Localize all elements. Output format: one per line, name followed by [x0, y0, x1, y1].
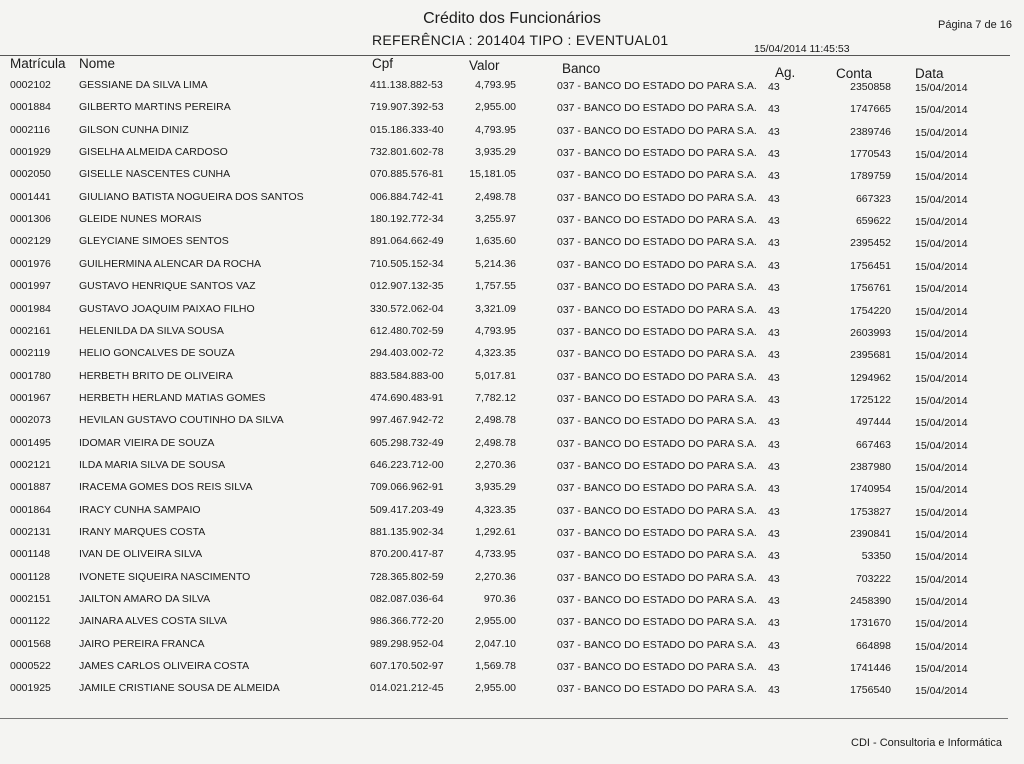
cell-banco: 037 - BANCO DO ESTADO DO PARA S.A.: [557, 191, 757, 204]
table-row: [0, 615, 1024, 633]
cell-ag: 43: [768, 438, 780, 451]
cell-nome: IRACY CUNHA SAMPAIO: [79, 503, 201, 516]
cell-matricula: 0001441: [10, 190, 51, 203]
cell-nome: HELIO GONCALVES DE SOUZA: [79, 347, 235, 360]
column-header-conta: Conta: [836, 66, 873, 81]
cell-data: 15/04/2014: [915, 238, 968, 251]
cell-matricula: 0002161: [10, 324, 51, 337]
cell-banco: 037 - BANCO DO ESTADO DO PARA S.A.: [557, 437, 757, 450]
cell-banco: 037 - BANCO DO ESTADO DO PARA S.A.: [557, 571, 757, 584]
cell-ag: 43: [768, 505, 780, 518]
cell-nome: HERBETH HERLAND MATIAS GOMES: [79, 391, 266, 404]
cell-nome: HELENILDA DA SILVA SOUSA: [79, 324, 224, 337]
column-header-ag: Ag.: [775, 65, 796, 80]
cell-ag: 43: [768, 371, 780, 384]
cell-cpf: 719.907.392-53: [370, 101, 444, 114]
cell-conta: 2350858: [850, 81, 891, 93]
cell-nome: GUSTAVO JOAQUIM PAIXAO FILHO: [79, 302, 255, 315]
cell-banco: 037 - BANCO DO ESTADO DO PARA S.A.: [557, 504, 757, 517]
cell-banco: 037 - BANCO DO ESTADO DO PARA S.A.: [557, 303, 757, 316]
cell-valor: 1,757.55: [475, 280, 516, 293]
cell-cpf: 607.170.502-97: [370, 660, 444, 673]
cell-valor: 4,323.35: [475, 503, 516, 516]
table-row: [0, 593, 1024, 611]
cell-valor: 1,635.60: [475, 235, 516, 248]
cell-valor: 2,955.00: [475, 615, 516, 628]
cell-cpf: 709.066.962-91: [370, 481, 444, 494]
cell-ag: 43: [768, 125, 780, 138]
cell-data: 15/04/2014: [915, 216, 968, 229]
table-row: [0, 280, 1024, 298]
cell-conta: 1731670: [850, 617, 891, 630]
cell-banco: 037 - BANCO DO ESTADO DO PARA S.A.: [557, 459, 757, 472]
cell-conta: 1770543: [850, 148, 891, 161]
cell-data: 15/04/2014: [915, 529, 968, 541]
table-row: [0, 347, 1024, 365]
table-row: [0, 571, 1024, 589]
cell-matricula: 0001306: [10, 213, 51, 226]
cell-nome: JAILTON AMARO DA SILVA: [79, 593, 211, 606]
table-row: [0, 392, 1024, 410]
cell-valor: 2,498.78: [475, 190, 516, 203]
cell-conta: 2395452: [850, 237, 891, 250]
cell-valor: 4,323.35: [475, 347, 516, 360]
cell-conta: 2387980: [850, 460, 891, 473]
cell-matricula: 0002129: [10, 235, 51, 248]
cell-matricula: 0002131: [10, 526, 51, 538]
cell-valor: 2,498.78: [475, 414, 516, 427]
column-header-data: Data: [915, 66, 944, 81]
cell-nome: GILSON CUNHA DINIZ: [79, 123, 189, 136]
cell-valor: 4,793.95: [475, 123, 516, 136]
table-row: [0, 682, 1024, 700]
cell-cpf: 891.064.662-49: [370, 235, 444, 248]
cell-data: 15/04/2014: [915, 193, 968, 206]
cell-conta: 53350: [861, 550, 891, 563]
cell-data: 15/04/2014: [915, 573, 968, 586]
cell-banco: 037 - BANCO DO ESTADO DO PARA S.A.: [557, 549, 757, 562]
cell-data: 15/04/2014: [915, 439, 968, 452]
cell-matricula: 0002121: [10, 458, 51, 471]
cell-data: 15/04/2014: [915, 104, 968, 117]
cell-ag: 43: [768, 416, 780, 429]
cell-ag: 43: [768, 349, 780, 362]
cell-conta: 664898: [855, 639, 891, 652]
cell-matricula: 0001122: [10, 615, 51, 628]
report-title: Crédito dos Funcionários: [423, 10, 601, 27]
table-row: [0, 191, 1024, 209]
table-row: [0, 638, 1024, 656]
cell-banco: 037 - BANCO DO ESTADO DO PARA S.A.: [557, 80, 757, 92]
cell-cpf: 330.572.062-04: [370, 302, 444, 315]
cell-nome: IRACEMA GOMES DOS REIS SILVA: [79, 481, 253, 494]
cell-data: 15/04/2014: [915, 260, 968, 273]
cell-banco: 037 - BANCO DO ESTADO DO PARA S.A.: [557, 214, 757, 227]
table-row: [0, 146, 1024, 164]
cell-nome: JAIRO PEREIRA FRANCA: [79, 637, 205, 650]
cell-data: 15/04/2014: [915, 372, 968, 385]
column-header-valor: Valor: [469, 58, 500, 73]
cell-cpf: 294.403.002-72: [370, 347, 444, 360]
cell-cpf: 180.192.772-34: [370, 213, 444, 226]
footer-divider: [0, 718, 1008, 719]
cell-cpf: 883.584.883-00: [370, 369, 444, 382]
cell-cpf: 997.467.942-72: [370, 414, 444, 427]
cell-matricula: 0000522: [10, 660, 51, 673]
table-row: [0, 303, 1024, 321]
cell-nome: JAMES CARLOS OLIVEIRA COSTA: [79, 660, 250, 673]
cell-ag: 43: [768, 148, 780, 161]
table-row: [0, 79, 1024, 97]
print-timestamp: 15/04/2014 11:45:53: [754, 43, 850, 55]
cell-conta: 667463: [855, 438, 891, 451]
cell-valor: 4,793.95: [475, 79, 516, 91]
cell-banco: 037 - BANCO DO ESTADO DO PARA S.A.: [557, 147, 757, 160]
cell-matricula: 0001925: [10, 682, 51, 695]
cell-cpf: 015.186.333-40: [370, 123, 444, 136]
cell-conta: 1789759: [850, 170, 891, 183]
cell-conta: 2395681: [850, 349, 891, 362]
cell-banco: 037 - BANCO DO ESTADO DO PARA S.A.: [557, 415, 757, 428]
table-row: [0, 325, 1024, 343]
table-row: [0, 124, 1024, 142]
table-row: [0, 370, 1024, 388]
cell-valor: 5,214.36: [475, 257, 516, 270]
cell-cpf: 646.223.712-00: [370, 458, 444, 471]
cell-valor: 2,955.00: [475, 101, 516, 114]
cell-nome: IDOMAR VIEIRA DE SOUZA: [79, 436, 215, 449]
cell-banco: 037 - BANCO DO ESTADO DO PARA S.A.: [557, 527, 757, 539]
cell-banco: 037 - BANCO DO ESTADO DO PARA S.A.: [557, 236, 757, 249]
cell-valor: 2,270.36: [475, 458, 516, 471]
cell-matricula: 0002119: [10, 347, 51, 360]
cell-conta: 1294962: [850, 371, 891, 384]
cell-nome: GESSIANE DA SILVA LIMA: [79, 79, 208, 91]
cell-banco: 037 - BANCO DO ESTADO DO PARA S.A.: [557, 616, 757, 629]
cell-ag: 43: [768, 170, 780, 183]
cell-banco: 037 - BANCO DO ESTADO DO PARA S.A.: [557, 124, 757, 137]
cell-ag: 43: [768, 460, 780, 473]
cell-valor: 3,321.09: [475, 302, 516, 315]
cell-data: 15/04/2014: [915, 551, 968, 564]
cell-conta: 2603993: [850, 326, 891, 339]
cell-banco: 037 - BANCO DO ESTADO DO PARA S.A.: [557, 102, 757, 115]
cell-cpf: 710.505.152-34: [370, 257, 444, 270]
cell-conta: 1725122: [850, 393, 891, 406]
cell-data: 15/04/2014: [915, 149, 968, 162]
table-row: [0, 235, 1024, 253]
cell-data: 15/04/2014: [915, 171, 968, 184]
cell-cpf: 870.200.417-87: [370, 548, 444, 561]
cell-matricula: 0002151: [10, 593, 51, 606]
cell-banco: 037 - BANCO DO ESTADO DO PARA S.A.: [557, 325, 757, 338]
cell-banco: 037 - BANCO DO ESTADO DO PARA S.A.: [557, 683, 757, 696]
cell-valor: 2,270.36: [475, 570, 516, 583]
cell-data: 15/04/2014: [915, 596, 968, 609]
cell-nome: GLEIDE NUNES MORAIS: [79, 213, 202, 226]
cell-conta: 1754220: [850, 304, 891, 317]
table-row: [0, 660, 1024, 678]
cell-nome: IVAN DE OLIVEIRA SILVA: [79, 548, 203, 561]
cell-conta: 1753827: [850, 505, 891, 518]
cell-matricula: 0001884: [10, 101, 51, 114]
cell-valor: 2,955.00: [475, 682, 516, 695]
cell-ag: 43: [768, 639, 780, 652]
cell-ag: 43: [768, 103, 780, 116]
cell-banco: 037 - BANCO DO ESTADO DO PARA S.A.: [557, 348, 757, 361]
cell-matricula: 0001780: [10, 369, 51, 382]
cell-cpf: 732.801.602-78: [370, 146, 444, 159]
cell-valor: 15,181.05: [469, 168, 516, 181]
column-header-cpf: Cpf: [372, 56, 394, 71]
cell-cpf: 014.021.212-45: [370, 682, 444, 695]
cell-matricula: 0002050: [10, 168, 51, 181]
cell-matricula: 0001967: [10, 391, 51, 404]
cell-ag: 43: [768, 326, 780, 339]
cell-valor: 2,047.10: [475, 637, 516, 650]
cell-ag: 43: [768, 617, 780, 630]
cell-banco: 037 - BANCO DO ESTADO DO PARA S.A.: [557, 661, 757, 674]
cell-nome: GILBERTO MARTINS PEREIRA: [79, 101, 231, 114]
cell-conta: 2390841: [850, 528, 891, 540]
cell-conta: 1756451: [850, 259, 891, 272]
cell-data: 15/04/2014: [915, 327, 968, 340]
cell-ag: 43: [768, 304, 780, 317]
cell-data: 15/04/2014: [915, 663, 968, 676]
cell-data: 15/04/2014: [915, 283, 968, 296]
cell-ag: 43: [768, 550, 780, 563]
cell-conta: 1747665: [850, 103, 891, 116]
cell-conta: 497444: [855, 416, 891, 429]
cell-nome: HERBETH BRITO DE OLIVEIRA: [79, 369, 233, 382]
table-row: [0, 548, 1024, 566]
cell-conta: 1740954: [850, 483, 891, 496]
cell-cpf: 082.087.036-64: [370, 593, 444, 606]
cell-nome: IVONETE SIQUEIRA NASCIMENTO: [79, 570, 251, 583]
cell-data: 15/04/2014: [915, 417, 968, 430]
cell-data: 15/04/2014: [915, 618, 968, 631]
cell-cpf: 612.480.702-59: [370, 324, 444, 337]
cell-matricula: 0001495: [10, 436, 51, 449]
cell-data: 15/04/2014: [915, 305, 968, 318]
table-row: [0, 526, 1024, 544]
cell-ag: 43: [768, 192, 780, 205]
cell-cpf: 012.907.132-35: [370, 280, 444, 293]
cell-banco: 037 - BANCO DO ESTADO DO PARA S.A.: [557, 392, 757, 405]
cell-banco: 037 - BANCO DO ESTADO DO PARA S.A.: [557, 638, 757, 651]
cell-conta: 2389746: [850, 125, 891, 138]
footer-company: CDI - Consultoria e Informática: [851, 737, 1002, 749]
cell-ag: 43: [768, 684, 780, 697]
cell-cpf: 474.690.483-91: [370, 391, 444, 404]
cell-conta: 703222: [855, 572, 891, 585]
cell-matricula: 0002116: [10, 123, 51, 136]
cell-data: 15/04/2014: [915, 126, 968, 139]
cell-banco: 037 - BANCO DO ESTADO DO PARA S.A.: [557, 281, 757, 294]
table-row: [0, 213, 1024, 231]
cell-valor: 3,255.97: [475, 213, 516, 226]
cell-matricula: 0001984: [10, 302, 51, 315]
cell-cpf: 509.417.203-49: [370, 503, 444, 516]
cell-nome: GUSTAVO HENRIQUE SANTOS VAZ: [79, 280, 256, 293]
cell-matricula: 0001864: [10, 503, 51, 516]
cell-nome: GLEYCIANE SIMOES SENTOS: [79, 235, 229, 248]
column-header-matricula: Matrícula: [10, 56, 66, 71]
cell-matricula: 0001997: [10, 280, 51, 293]
cell-data: 15/04/2014: [915, 82, 968, 94]
cell-conta: 1756540: [850, 684, 891, 697]
column-header-banco: Banco: [562, 61, 601, 76]
cell-conta: 1741446: [850, 662, 891, 675]
cell-ag: 43: [768, 81, 780, 93]
cell-valor: 970.36: [483, 593, 516, 606]
cell-nome: GISELLE NASCENTES CUNHA: [79, 168, 231, 181]
cell-ag: 43: [768, 215, 780, 228]
cell-ag: 43: [768, 393, 780, 406]
table-row: [0, 437, 1024, 455]
cell-ag: 43: [768, 595, 780, 608]
cell-nome: JAMILE CRISTIANE SOUSA DE ALMEIDA: [79, 682, 280, 695]
cell-ag: 43: [768, 282, 780, 295]
cell-data: 15/04/2014: [915, 484, 968, 497]
table-row: [0, 481, 1024, 499]
cell-matricula: 0001148: [10, 548, 51, 561]
cell-ag: 43: [768, 572, 780, 585]
cell-cpf: 881.135.902-34: [370, 526, 444, 538]
table-row: [0, 258, 1024, 276]
report-subtitle: REFERÊNCIA : 201404 TIPO : EVENTUAL01: [372, 32, 669, 48]
cell-nome: GUILHERMINA ALENCAR DA ROCHA: [79, 257, 262, 270]
cell-cpf: 006.884.742-41: [370, 190, 444, 203]
cell-cpf: 605.298.732-49: [370, 436, 444, 449]
cell-data: 15/04/2014: [915, 394, 968, 407]
cell-conta: 1756761: [850, 282, 891, 295]
cell-banco: 037 - BANCO DO ESTADO DO PARA S.A.: [557, 482, 757, 495]
cell-matricula: 0001976: [10, 257, 51, 270]
cell-nome: GIULIANO BATISTA NOGUEIRA DOS SANTOS: [79, 190, 304, 203]
cell-banco: 037 - BANCO DO ESTADO DO PARA S.A.: [557, 258, 757, 271]
cell-nome: JAINARA ALVES COSTA SILVA: [79, 615, 228, 628]
cell-matricula: 0001887: [10, 481, 51, 494]
cell-valor: 7,782.12: [475, 391, 516, 404]
cell-data: 15/04/2014: [915, 640, 968, 653]
table-row: [0, 168, 1024, 186]
cell-matricula: 0002073: [10, 414, 51, 427]
cell-matricula: 0001128: [10, 570, 51, 583]
cell-banco: 037 - BANCO DO ESTADO DO PARA S.A.: [557, 169, 757, 182]
table-row: [0, 459, 1024, 477]
table-row: [0, 414, 1024, 432]
cell-valor: 4,793.95: [475, 324, 516, 337]
cell-nome: IRANY MARQUES COSTA: [79, 526, 206, 538]
cell-ag: 43: [768, 259, 780, 272]
cell-nome: HEVILAN GUSTAVO COUTINHO DA SILVA: [79, 414, 284, 427]
cell-conta: 2458390: [850, 595, 891, 608]
cell-ag: 43: [768, 662, 780, 675]
cell-ag: 43: [768, 483, 780, 496]
cell-banco: 037 - BANCO DO ESTADO DO PARA S.A.: [557, 594, 757, 607]
cell-data: 15/04/2014: [915, 685, 968, 698]
header-divider: [0, 55, 1010, 56]
cell-valor: 5,017.81: [475, 369, 516, 382]
cell-cpf: 728.365.802-59: [370, 570, 444, 583]
cell-ag: 43: [768, 528, 780, 540]
table-row: [0, 504, 1024, 522]
cell-valor: 1,569.78: [475, 660, 516, 673]
cell-valor: 1,292.61: [475, 526, 516, 538]
cell-valor: 2,498.78: [475, 436, 516, 449]
cell-data: 15/04/2014: [915, 506, 968, 519]
cell-matricula: 0001929: [10, 146, 51, 159]
cell-cpf: 070.885.576-81: [370, 168, 444, 181]
cell-valor: 3,935.29: [475, 146, 516, 159]
cell-nome: GISELHA ALMEIDA CARDOSO: [79, 146, 228, 159]
cell-conta: 667323: [855, 192, 891, 205]
cell-matricula: 0001568: [10, 637, 51, 650]
cell-cpf: 411.138.882-53: [370, 79, 443, 91]
cell-data: 15/04/2014: [915, 461, 968, 474]
cell-cpf: 986.366.772-20: [370, 615, 444, 628]
cell-matricula: 0002102: [10, 79, 51, 91]
cell-cpf: 989.298.952-04: [370, 637, 444, 650]
page-number: Página 7 de 16: [937, 19, 1012, 31]
cell-valor: 4,733.95: [475, 548, 516, 561]
cell-valor: 3,935.29: [475, 481, 516, 494]
cell-ag: 43: [768, 237, 780, 250]
cell-data: 15/04/2014: [915, 350, 968, 363]
cell-nome: ILDA MARIA SILVA DE SOUSA: [79, 458, 226, 471]
cell-banco: 037 - BANCO DO ESTADO DO PARA S.A.: [557, 370, 757, 383]
table-row: [0, 101, 1024, 119]
cell-conta: 659622: [855, 215, 891, 228]
column-header-nome: Nome: [79, 56, 116, 71]
